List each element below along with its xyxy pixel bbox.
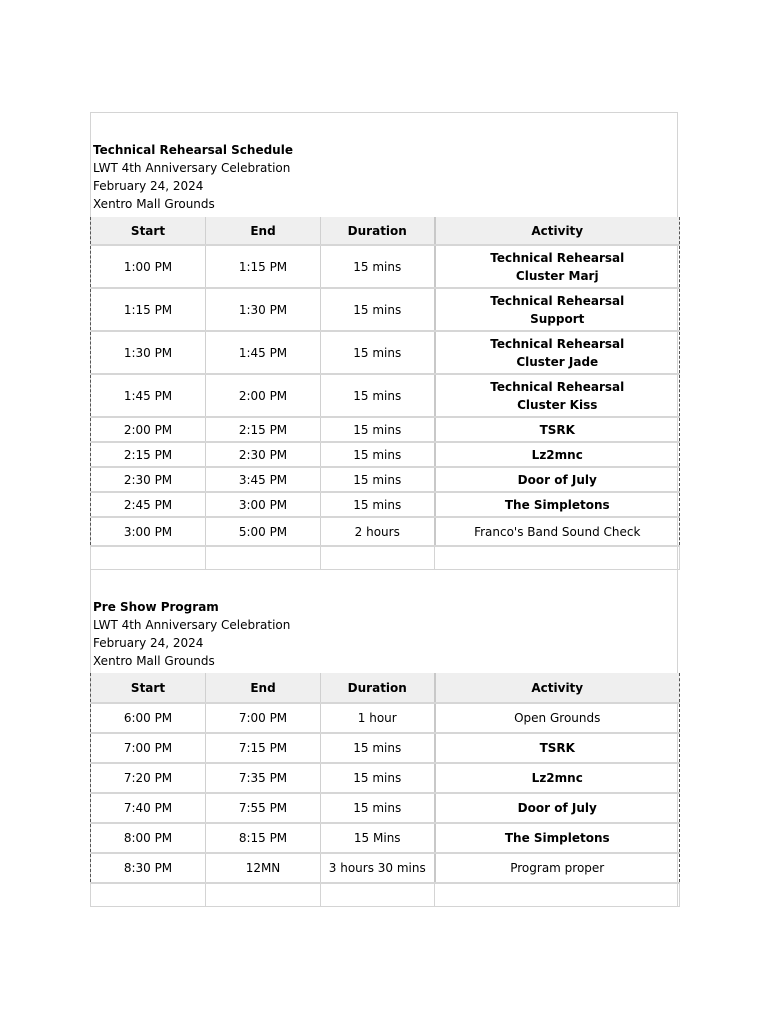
- activity-line: TSRK: [539, 422, 575, 437]
- activity-line: Lz2mnc: [531, 447, 583, 462]
- duration-cell: 2 hours: [321, 517, 435, 546]
- table-row: [91, 703, 680, 733]
- start-cell: 7:40 PM: [91, 793, 206, 823]
- table-row: [91, 492, 680, 517]
- preshow-date: February 24, 2024: [93, 636, 204, 650]
- activity-line: Technical Rehearsal: [490, 336, 625, 351]
- duration-cell: 15 mins: [321, 733, 435, 763]
- activity-line: TSRK: [539, 741, 575, 755]
- rehearsal-event: LWT 4th Anniversary Celebration: [93, 161, 291, 175]
- activity-cell: [435, 467, 680, 492]
- end-cell: 12MN: [206, 853, 321, 883]
- empty-cell: [435, 883, 680, 906]
- activity-cell: [435, 245, 680, 288]
- activity-line: Franco's Band Sound Check: [474, 524, 641, 539]
- column-header-start: Start: [91, 217, 206, 245]
- preshow-title: Pre Show Program: [93, 600, 219, 614]
- start-cell: 1:45 PM: [91, 374, 206, 417]
- activity-line: Cluster Marj: [515, 268, 599, 283]
- end-cell: 7:15 PM: [206, 733, 321, 763]
- activity-cell: [435, 733, 680, 763]
- column-header-duration: Duration: [321, 673, 435, 703]
- activity-cell: [435, 331, 680, 374]
- rehearsal-venue: Xentro Mall Grounds: [93, 197, 215, 211]
- table-row: [91, 823, 680, 853]
- activity-line: Technical Rehearsal: [490, 293, 625, 308]
- empty-cell: [435, 546, 680, 569]
- duration-cell: 15 mins: [321, 492, 435, 517]
- rehearsal-header: [91, 141, 677, 213]
- activity-cell: [435, 853, 680, 883]
- activity-cell: [435, 288, 680, 331]
- preshow-event: LWT 4th Anniversary Celebration: [93, 618, 291, 632]
- preshow-table: [90, 673, 680, 907]
- end-cell: 5:00 PM: [206, 517, 321, 546]
- table-row: [91, 467, 680, 492]
- empty-cell: [206, 883, 321, 906]
- activity-line: Support: [530, 311, 585, 326]
- activity-line: The Simpletons: [504, 831, 610, 845]
- table-row: [91, 331, 680, 374]
- column-header-end: End: [206, 217, 321, 245]
- empty-row: [91, 546, 680, 569]
- activity-cell: [435, 374, 680, 417]
- duration-cell: 3 hours 30 mins: [321, 853, 435, 883]
- activity-cell: [435, 823, 680, 853]
- table-row: [91, 374, 680, 417]
- duration-cell: 15 mins: [321, 467, 435, 492]
- spreadsheet-page: [90, 112, 678, 907]
- preshow-venue: Xentro Mall Grounds: [93, 654, 215, 668]
- end-cell: 3:45 PM: [206, 467, 321, 492]
- empty-cell: [321, 546, 435, 569]
- table-row: [91, 853, 680, 883]
- empty-row: [91, 883, 680, 906]
- table-row: [91, 517, 680, 546]
- rehearsal-table: [90, 217, 680, 570]
- activity-cell: [435, 703, 680, 733]
- rehearsal-date: February 24, 2024: [93, 179, 204, 193]
- duration-cell: 15 mins: [321, 245, 435, 288]
- end-cell: 2:30 PM: [206, 442, 321, 467]
- empty-cell: [91, 546, 206, 569]
- column-header-activity: Activity: [435, 673, 680, 703]
- start-cell: 2:00 PM: [91, 417, 206, 442]
- activity-cell: [435, 793, 680, 823]
- activity-cell: [435, 442, 680, 467]
- start-cell: 1:30 PM: [91, 331, 206, 374]
- activity-line: Door of July: [517, 801, 597, 815]
- table-row: [91, 417, 680, 442]
- end-cell: 7:55 PM: [206, 793, 321, 823]
- empty-cell: [206, 546, 321, 569]
- duration-cell: 15 mins: [321, 374, 435, 417]
- duration-cell: 15 mins: [321, 793, 435, 823]
- end-cell: 2:00 PM: [206, 374, 321, 417]
- activity-cell: [435, 517, 680, 546]
- column-header-duration: Duration: [321, 217, 435, 245]
- start-cell: 2:45 PM: [91, 492, 206, 517]
- table-row: [91, 288, 680, 331]
- start-cell: 7:20 PM: [91, 763, 206, 793]
- end-cell: 7:00 PM: [206, 703, 321, 733]
- duration-cell: 1 hour: [321, 703, 435, 733]
- start-cell: 7:00 PM: [91, 733, 206, 763]
- column-header-end: End: [206, 673, 321, 703]
- activity-line: Lz2mnc: [531, 771, 583, 785]
- start-cell: 6:00 PM: [91, 703, 206, 733]
- empty-cell: [91, 883, 206, 906]
- column-header-start: Start: [91, 673, 206, 703]
- start-cell: 2:15 PM: [91, 442, 206, 467]
- start-cell: 3:00 PM: [91, 517, 206, 546]
- rehearsal-header-row: [91, 217, 680, 245]
- duration-cell: 15 mins: [321, 763, 435, 793]
- start-cell: 1:00 PM: [91, 245, 206, 288]
- table-row: [91, 793, 680, 823]
- start-cell: 1:15 PM: [91, 288, 206, 331]
- table-row: [91, 763, 680, 793]
- duration-cell: 15 mins: [321, 288, 435, 331]
- table-row: [91, 442, 680, 467]
- table-row: [91, 733, 680, 763]
- empty-cell: [321, 883, 435, 906]
- duration-cell: 15 mins: [321, 417, 435, 442]
- activity-line: Technical Rehearsal: [490, 250, 625, 265]
- activity-line: The Simpletons: [504, 497, 610, 512]
- activity-line: Program proper: [510, 861, 605, 875]
- preshow-header: [91, 598, 677, 670]
- preshow-header-row: [91, 673, 680, 703]
- end-cell: 1:30 PM: [206, 288, 321, 331]
- start-cell: 8:00 PM: [91, 823, 206, 853]
- start-cell: 2:30 PM: [91, 467, 206, 492]
- activity-cell: [435, 417, 680, 442]
- activity-line: Cluster Kiss: [517, 397, 598, 412]
- duration-cell: 15 Mins: [321, 823, 435, 853]
- start-cell: 8:30 PM: [91, 853, 206, 883]
- end-cell: 2:15 PM: [206, 417, 321, 442]
- activity-line: Cluster Jade: [516, 354, 599, 369]
- end-cell: 1:15 PM: [206, 245, 321, 288]
- activity-line: Technical Rehearsal: [490, 379, 625, 394]
- column-header-activity: Activity: [435, 217, 680, 245]
- end-cell: 8:15 PM: [206, 823, 321, 853]
- table-row: [91, 245, 680, 288]
- end-cell: 1:45 PM: [206, 331, 321, 374]
- rehearsal-title: Technical Rehearsal Schedule: [93, 143, 293, 157]
- activity-cell: [435, 492, 680, 517]
- duration-cell: 15 mins: [321, 331, 435, 374]
- activity-cell: [435, 763, 680, 793]
- end-cell: 3:00 PM: [206, 492, 321, 517]
- duration-cell: 15 mins: [321, 442, 435, 467]
- end-cell: 7:35 PM: [206, 763, 321, 793]
- activity-line: Door of July: [517, 472, 597, 487]
- activity-line: Open Grounds: [514, 711, 601, 725]
